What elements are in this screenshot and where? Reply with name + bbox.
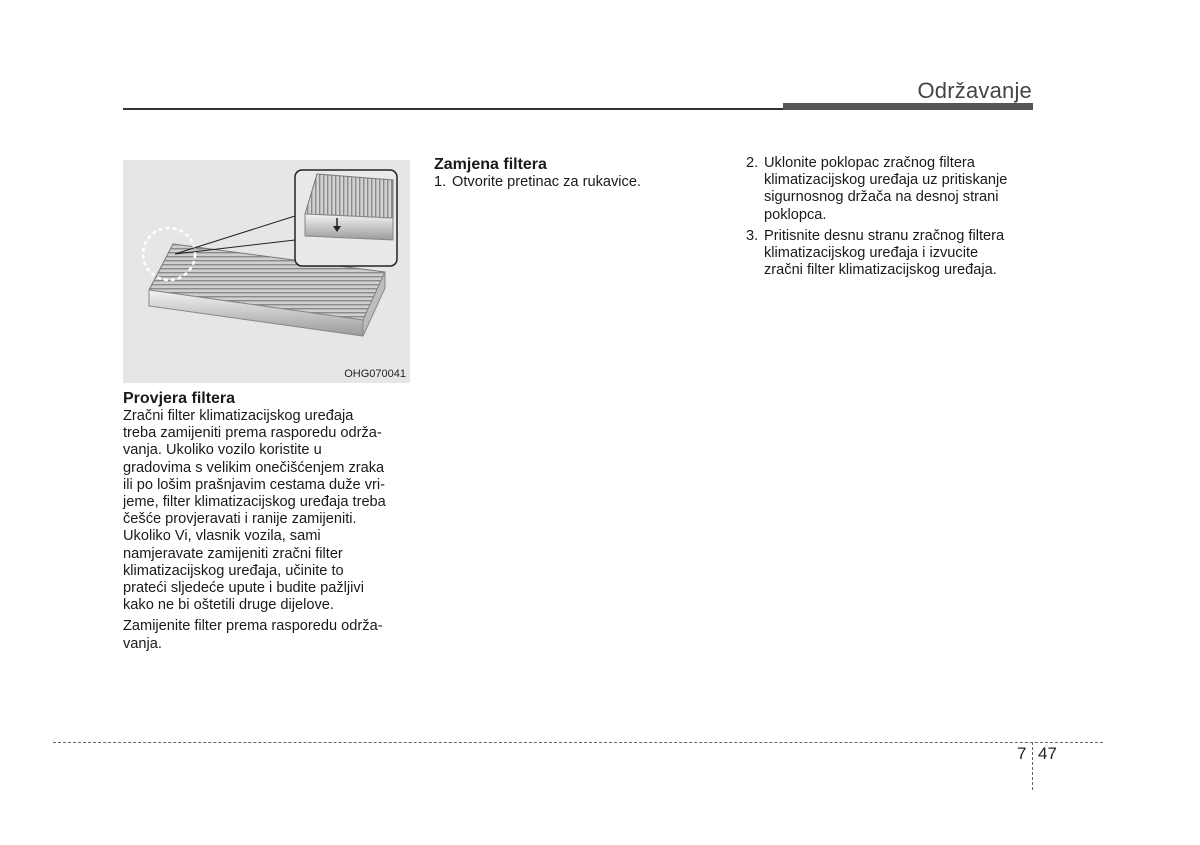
heading-check-filter: Provjera filtera	[123, 390, 236, 407]
step-text	[764, 228, 1036, 280]
chapter-number: 7	[1017, 744, 1027, 763]
text-line: Pritisnite desnu stranu zračnog filtera	[764, 227, 1005, 244]
figure-code: OHG070041	[344, 368, 406, 380]
footer-divider	[53, 742, 1103, 743]
text-line: češće provjeravati i ranije zamijeniti.	[123, 511, 357, 528]
step-3	[746, 228, 1036, 280]
step-number: 1.	[434, 174, 447, 190]
text-line: klimatizacijskog uređaja, učinite to	[123, 562, 344, 579]
step-text: Otvorite pretinac za rukavice.	[452, 174, 641, 190]
step-text	[764, 155, 1036, 224]
text-line: treba zamijeniti prema rasporedu održa-	[123, 425, 382, 442]
text-line: kako ne bi oštetili druge dijelove.	[123, 597, 334, 614]
middle-column	[434, 155, 724, 191]
text-line: klimatizacijskog uređaja i izvucite	[764, 245, 979, 262]
text-line: namjeravate zamijeniti zračni filter	[123, 545, 343, 562]
air-filter-drawing	[123, 160, 410, 383]
text-line: gradovima s velikim onečišćenjem zraka	[123, 459, 385, 476]
page-number-divider	[1032, 742, 1033, 790]
text-line: prateći sljedeće upute i budite pažljivi	[123, 580, 364, 597]
cabin-air-filter-illustration	[123, 160, 410, 383]
step-1	[434, 174, 724, 191]
step-number: 3.	[746, 227, 759, 244]
text-line: poklopca.	[764, 206, 827, 223]
text-line: ili po lošim prašnjavim cestama duže vri-	[123, 476, 385, 493]
paragraph-check	[123, 408, 413, 614]
text-line: vanja. Ukoliko vozilo koristite u	[123, 442, 322, 459]
text-line: zračni filter klimatizacijskog uređaja.	[764, 262, 997, 279]
text-line: Zračni filter klimatizacijskog uređaja	[123, 408, 354, 424]
header-rule	[123, 108, 783, 110]
header-rule-accent	[783, 103, 1033, 110]
step-number: 2.	[746, 155, 759, 171]
text-line: klimatizacijskog uređaja uz pritiskanje	[764, 172, 1008, 189]
text-line: Ukoliko Vi, vlasnik vozila, sami	[123, 528, 321, 545]
left-column	[123, 389, 413, 653]
text-line: jeme, filter klimatizacijskog uređaja treba	[123, 494, 386, 511]
text-line: vanja.	[123, 635, 162, 652]
right-column	[746, 155, 1036, 279]
section-title: Održavanje	[917, 78, 1032, 103]
text-line: sigurnosnog držača na desnoj strani	[764, 189, 999, 206]
text-line: Uklonite poklopac zračnog filtera	[764, 155, 975, 171]
text-line: Zamijenite filter prema rasporedu održa-	[123, 618, 383, 635]
step-2	[746, 155, 1036, 224]
page-number: 47	[1038, 744, 1057, 763]
heading-replace-filter: Zamjena filtera	[434, 156, 547, 173]
paragraph-replace-schedule	[123, 618, 413, 652]
